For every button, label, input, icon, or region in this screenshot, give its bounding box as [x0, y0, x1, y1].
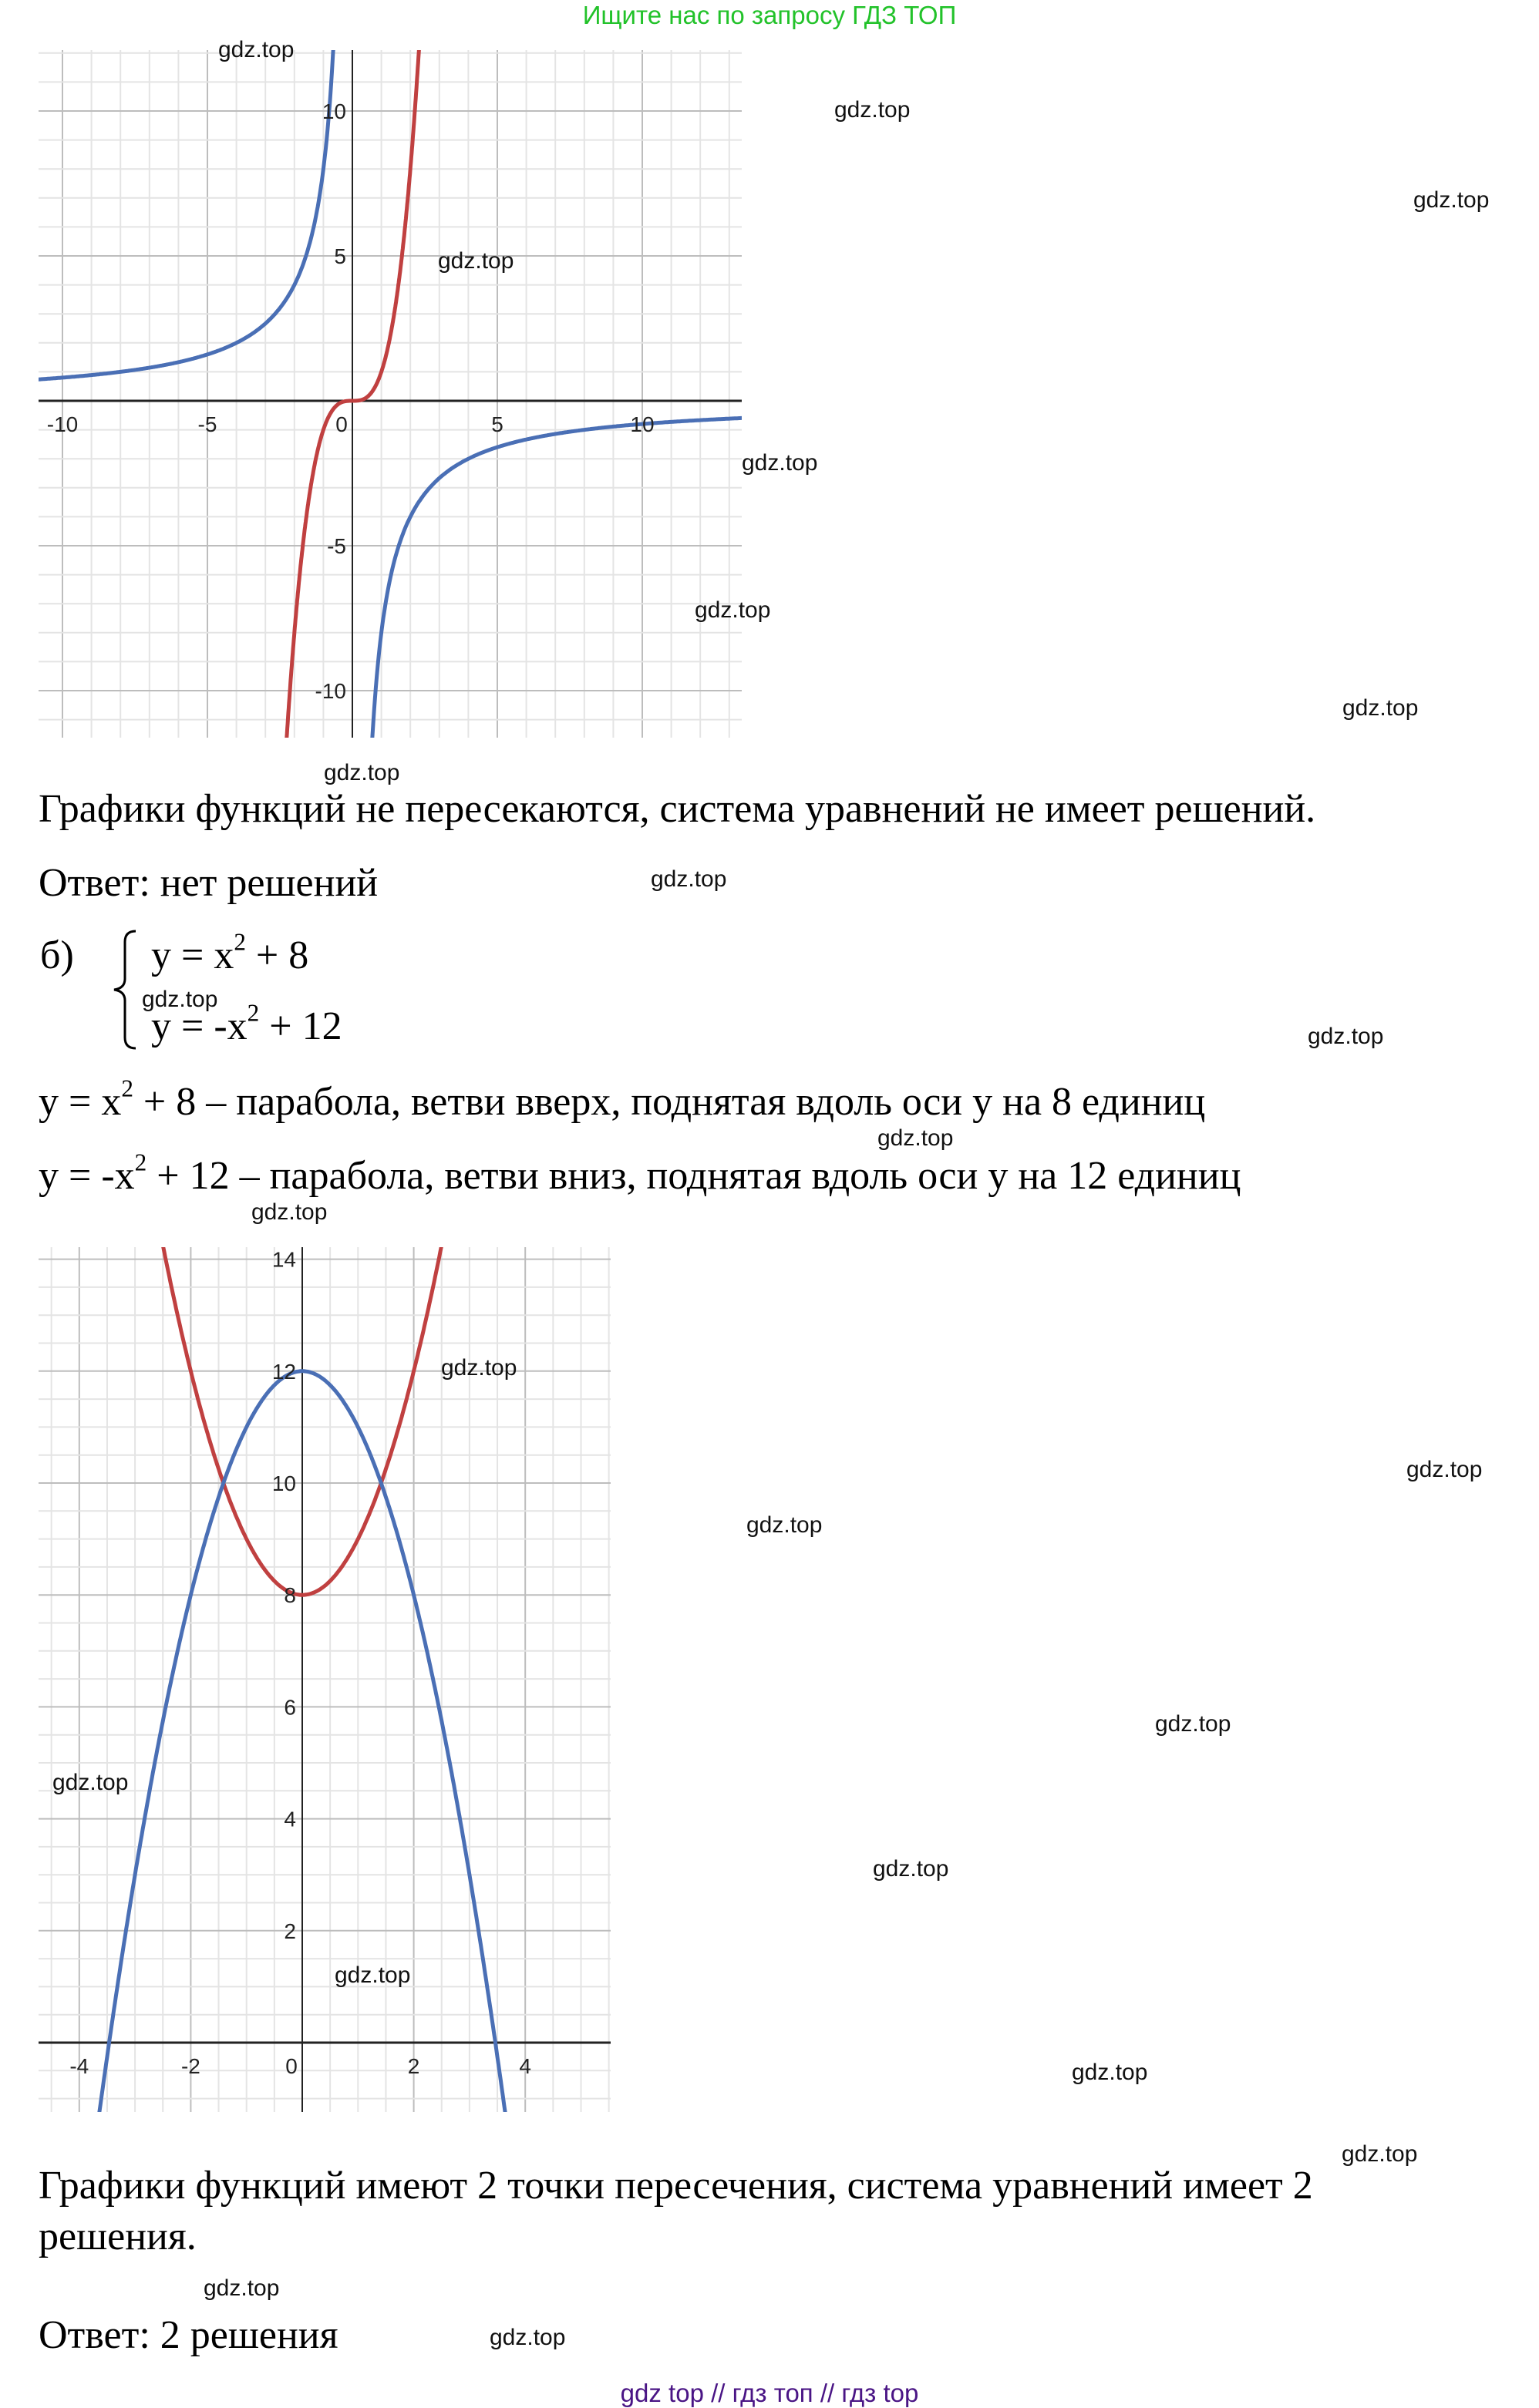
watermark: gdz.top — [52, 1770, 129, 1795]
watermark: gdz.top — [834, 97, 911, 123]
svg-text:10: 10 — [630, 412, 655, 436]
svg-text:5: 5 — [491, 412, 503, 436]
svg-text:4: 4 — [519, 2054, 531, 2078]
svg-text:-4: -4 — [69, 2054, 89, 2078]
part-a-answer: Ответ: нет решений — [39, 861, 379, 905]
svg-text:-5: -5 — [197, 412, 217, 436]
watermark: gdz.top — [218, 37, 295, 62]
svg-text:10: 10 — [322, 99, 346, 123]
watermark: gdz.top — [1342, 2141, 1418, 2167]
svg-text:-5: -5 — [327, 534, 346, 558]
system-brace-icon — [108, 928, 139, 1051]
system-equation-2: $y = -x^2 + 12$ — [151, 999, 342, 1048]
svg-text:14: 14 — [271, 1247, 296, 1272]
svg-text:10: 10 — [271, 1471, 296, 1495]
part-b-answer: Ответ: 2 решения — [39, 2313, 338, 2357]
svg-text:4: 4 — [284, 1807, 296, 1831]
watermark: gdz.top — [695, 597, 771, 623]
watermark: gdz.top — [873, 1856, 949, 1882]
watermark: gdz.top — [1072, 2060, 1148, 2085]
watermark: gdz.top — [746, 1512, 823, 1538]
part-a-conclusion: Графики функций не пересекаются, система уравнений не имеет решений. — [39, 787, 1316, 831]
svg-text:2: 2 — [407, 2054, 420, 2078]
svg-text:-10: -10 — [315, 679, 346, 703]
watermark: gdz.top — [441, 1355, 517, 1381]
svg-text:0: 0 — [285, 2054, 298, 2078]
watermark: gdz.top — [204, 2275, 280, 2301]
svg-text:2: 2 — [284, 1919, 296, 1943]
watermark: gdz.top — [438, 248, 514, 274]
description-upward-parabola: $y = x^2 + 8$ – парабола, ветви вверх, поднятая вдоль оси y на 8 единиц — [39, 1075, 1206, 1124]
svg-text:0: 0 — [335, 412, 348, 436]
svg-text:8: 8 — [284, 1583, 296, 1608]
watermark: gdz.top — [490, 2325, 566, 2350]
svg-text:12: 12 — [271, 1359, 296, 1384]
part-b-conclusion-line2: решения. — [39, 2215, 197, 2258]
footer-links: gdz top // гдз топ // гдз top — [620, 2379, 919, 2407]
watermark: gdz.top — [651, 866, 727, 892]
svg-text:6: 6 — [284, 1695, 296, 1720]
watermark: gdz.top — [877, 1125, 954, 1151]
svg-text:-10: -10 — [46, 412, 79, 436]
search-banner: Ищите нас по запросу ГДЗ ТОП — [582, 1, 957, 29]
watermark: gdz.top — [142, 987, 218, 1012]
chart-hyperbola-cubic — [0, 0, 771, 771]
part-b-conclusion-line1: Графики функций имеют 2 точки пересечения, система уравнений имеет 2 — [39, 2164, 1313, 2208]
description-downward-parabola: $y = -x^2 + 12$ – парабола, ветви вниз, поднятая вдоль оси y на 12 единиц — [39, 1149, 1241, 1198]
watermark: gdz.top — [1342, 695, 1419, 721]
svg-text:5: 5 — [334, 244, 346, 268]
watermark: gdz.top — [1308, 1024, 1384, 1049]
system-equation-1: $y = x^2 + 8$ — [151, 928, 309, 977]
part-b-label: б) — [40, 933, 74, 977]
watermark: gdz.top — [1155, 1711, 1231, 1737]
watermark: gdz.top — [742, 450, 818, 476]
chart-two-parabolas — [0, 1218, 632, 2127]
watermark: gdz.top — [1413, 187, 1490, 213]
watermark: gdz.top — [335, 1962, 411, 1988]
svg-text:-2: -2 — [180, 2054, 200, 2078]
watermark: gdz.top — [1406, 1457, 1483, 1482]
watermark: gdz.top — [251, 1199, 328, 1225]
watermark: gdz.top — [324, 760, 400, 785]
